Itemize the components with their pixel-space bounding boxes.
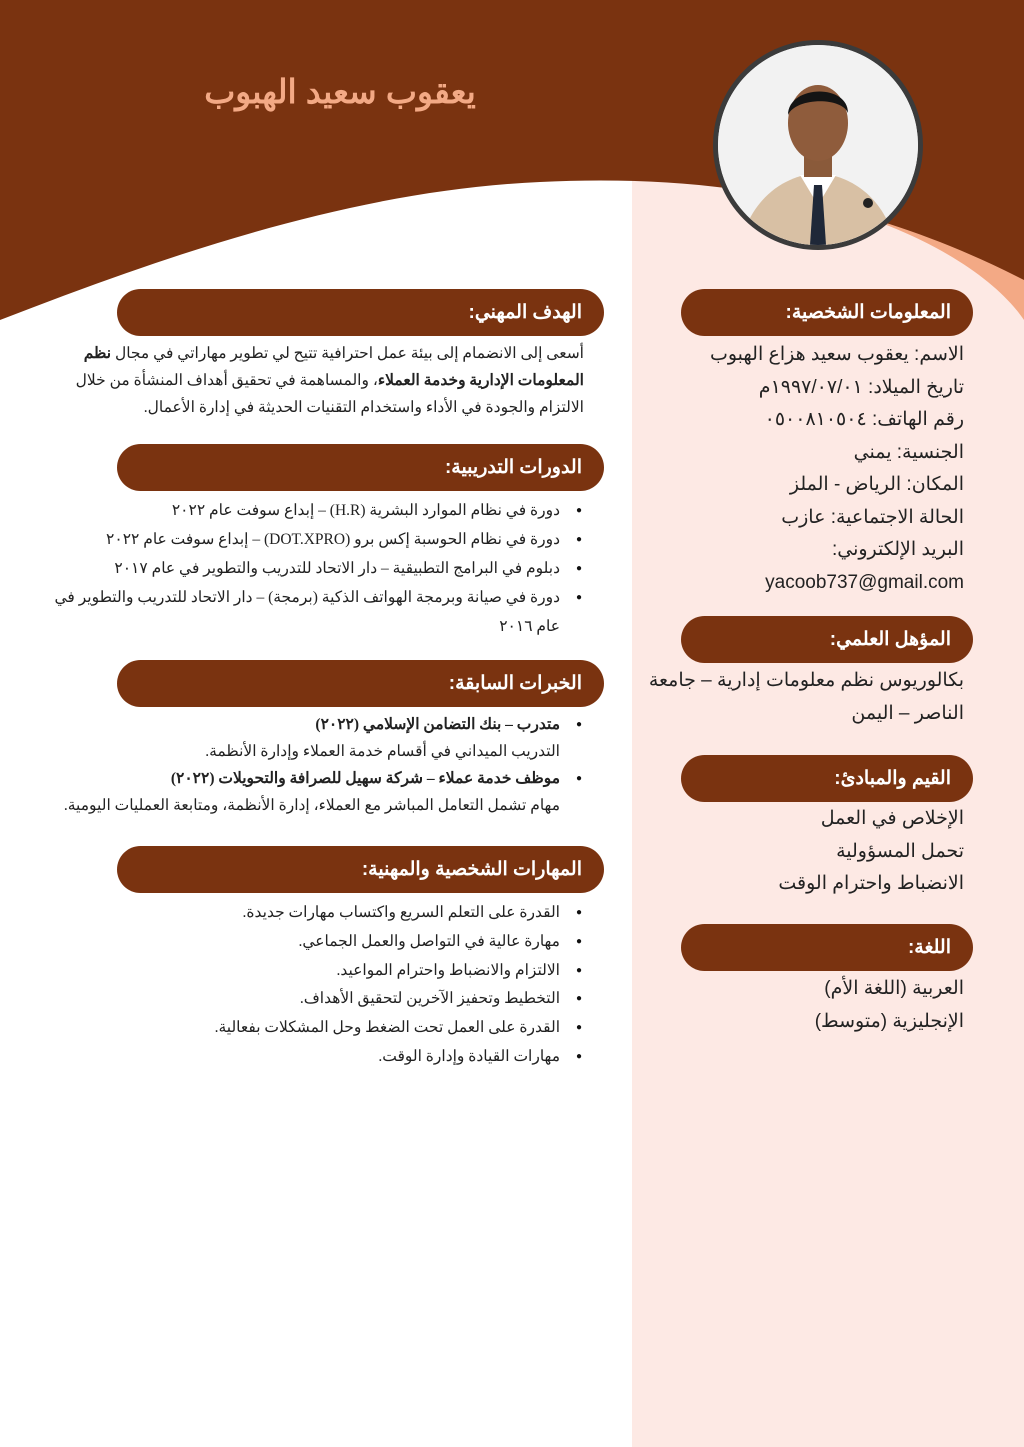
skill-item: ● مهارات القيادة وإدارة الوقت. [49, 1043, 584, 1072]
skill-item: ● القدرة على التعلم السريع واكتساب مهارات جديدة. [49, 899, 584, 928]
skills-heading: المهارات الشخصية والمهنية: [117, 846, 604, 893]
skills-section [49, 899, 584, 1072]
personal-info-heading: المعلومات الشخصية: [681, 289, 973, 336]
course-item: ● دورة في نظام الحوسبة إكس برو (DOT.XPRO) – إبداع سوفت عام ٢٠٢٢ [49, 525, 584, 554]
info-birthdate: تاريخ الميلاد: ١٩٩٧/٠٧/٠١م [758, 376, 964, 398]
experience-title: موظف خدمة عملاء – شركة سهيل للصرافة والتحويلات (٢٠٢٢) [170, 770, 560, 787]
info-email-label: البريد الإلكتروني: [831, 539, 964, 560]
skill-item: ● مهارة عالية في التواصل والعمل الجماعي. [49, 928, 584, 957]
course-item: ● دبلوم في البرامج التطبيقية – دار الاتحاد للتدريب والتطوير في عام ٢٠١٧ [49, 554, 584, 583]
education-degree: بكالوريوس نظم معلومات إدارية – جامعة الناصر – اليمن [648, 670, 964, 724]
courses-heading: الدورات التدريبية: [117, 444, 604, 491]
experience-section [49, 711, 584, 819]
values-list [644, 803, 964, 901]
skill-item: ● الالتزام والانضباط واحترام المواعيد. [49, 957, 584, 986]
candidate-name: يعقوب سعيد الهبوب [204, 73, 476, 110]
personal-info-list [644, 339, 964, 599]
objective-heading: الهدف المهني: [117, 289, 604, 336]
education-text [634, 665, 964, 730]
experience-item [49, 711, 584, 765]
experience-desc: التدريب الميداني في أقسام خدمة العملاء وإدارة الأنظمة. [205, 743, 560, 760]
info-email[interactable]: yacoob737@gmail.com [765, 571, 964, 593]
avatar-illustration [718, 45, 918, 245]
value-item: الانضباط واحترام الوقت [778, 873, 964, 894]
objective-text-a: أسعى إلى الانضمام إلى بيئة عمل احترافية تتيح لي تطوير مهاراتي في مجال [111, 345, 584, 362]
courses-section [49, 496, 584, 641]
experience-list [49, 711, 584, 819]
info-name: الاسم: يعقوب سعيد هزاع الهبوب [709, 344, 964, 365]
value-item: الإخلاص في العمل [820, 808, 964, 829]
experience-item [49, 765, 584, 819]
objective-text-b: ، والمساهمة في تحقيق أهداف المنشأة من خلال الالتزام والجودة في الأداء واستخدام التقنيات الحديثة في إدارة الأعمال. [75, 372, 584, 416]
education-heading: المؤهل العلمي: [681, 616, 973, 663]
courses-list [49, 496, 584, 641]
language-item: العربية (اللغة الأم) [824, 978, 964, 999]
profile-photo [713, 40, 923, 250]
experience-title: متدرب – بنك التضامن الإسلامي (٢٠٢٢) [315, 716, 560, 733]
course-item: ● دورة في نظام الموارد البشرية (H.R) – إبداع سوفت عام ٢٠٢٢ [49, 496, 584, 525]
course-item: ● دورة في صيانة وبرمجة الهواتف الذكية (برمجة) – دار الاتحاد للتدريب والتطوير في عام ٢٠١٦ [49, 583, 584, 641]
language-heading: اللغة: [681, 924, 973, 971]
experience-desc: مهام تشمل التعامل المباشر مع العملاء، إدارة الأنظمة، ومتابعة العمليات اليومية. [63, 797, 560, 814]
objective-text [49, 340, 584, 421]
experience-heading: الخبرات السابقة: [117, 660, 604, 707]
info-marital-status: الحالة الاجتماعية: عازب [781, 506, 964, 528]
objective-paragraph [49, 340, 584, 421]
values-heading: القيم والمبادئ: [681, 755, 973, 802]
info-nationality: الجنسية: يمني [853, 441, 964, 463]
skill-item: ● القدرة على العمل تحت الضغط وحل المشكلات بفعالية. [49, 1014, 584, 1043]
info-location: المكان: الرياض - الملز [789, 474, 964, 495]
language-item: الإنجليزية (متوسط) [814, 1010, 964, 1032]
info-phone: رقم الهاتف: ٠٥٠٠٨١٠٥٠٤ [764, 409, 964, 430]
value-item: تحمل المسؤولية [836, 840, 964, 862]
skills-list [49, 899, 584, 1072]
skill-item: ● التخطيط وتحفيز الآخرين لتحقيق الأهداف. [49, 985, 584, 1014]
language-list [644, 973, 964, 1038]
objective-text-bold: نظم المعلومات الإدارية وخدمة العملاء [83, 345, 584, 389]
